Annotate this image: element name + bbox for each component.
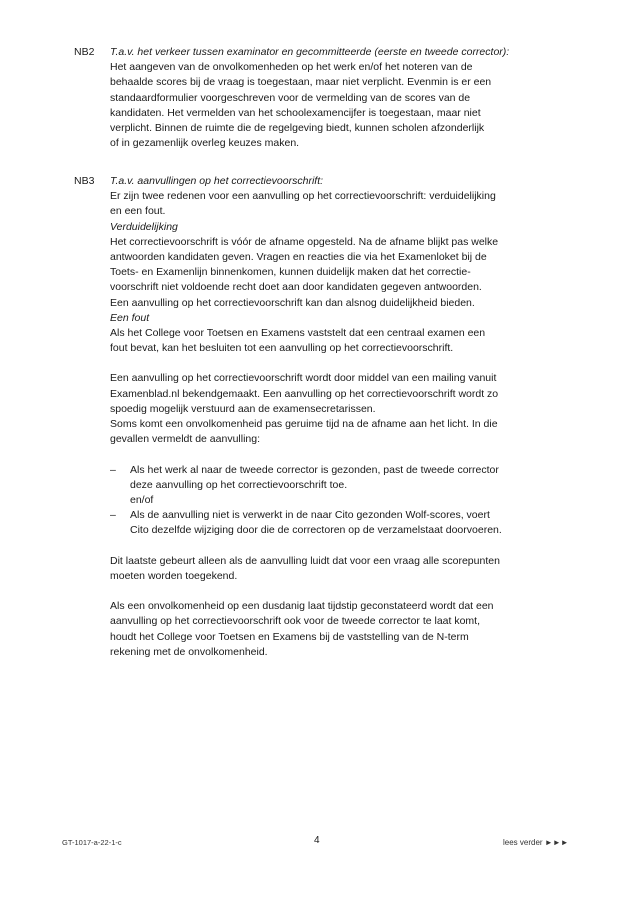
connector-text: en/of <box>130 493 154 506</box>
dash-icon: – <box>110 509 116 522</box>
text-line: aanvulling op het correctievoorschrift ook voor de tweede corrector te laat komt, <box>110 615 481 628</box>
text-line: Toets- en Examenlijn binnenkomen, kunnen duidelijk maken dat het correctie- <box>110 266 471 279</box>
text-line: behaalde scores bij de vraag is toegestaan, maar niet verplicht. Evenmin is er een <box>110 76 492 89</box>
text-line: Als een onvolkomenheid op een dusdanig laat tijdstip geconstateerd wordt dat een <box>110 600 494 613</box>
text-line: Cito dezelfde wijziging door die de correctoren op de verzamelstaat doorvoeren. <box>130 524 502 537</box>
text-line: Het correctievoorschrift is vóór de afname opgesteld. Na de afname blijkt pas welke <box>110 235 499 248</box>
text-line: Als het College voor Toetsen en Examens vaststelt dat een centraal examen een <box>110 326 486 339</box>
note-id: NB3 <box>74 175 95 187</box>
text-line: fout bevat, kan het besluiten tot een aanvulling op het correctievoorschrift. <box>110 342 454 355</box>
text-line: Een aanvulling op het correctievoorschrift kan dan alsnog duidelijkheid bieden. <box>110 296 475 309</box>
text-line: rekening met de onvolkomenheid. <box>110 645 268 658</box>
page-number: 4 <box>314 835 320 846</box>
bullet-item <box>110 463 590 509</box>
text-line: standaardformulier voorgeschreven voor de vermelding van de scores van de <box>110 91 471 104</box>
dash-icon: – <box>110 463 116 476</box>
text-line: Examenblad.nl bekendgemaakt. Een aanvulling op het correctievoorschrift wordt zo <box>110 387 499 400</box>
text-line: gevallen vermeldt de aanvulling: <box>110 433 261 446</box>
text-line: Als de aanvulling niet is verwerkt in de naar Cito gezonden Wolf-scores, voert <box>130 509 490 522</box>
text-line: Soms komt een onvolkomenheid pas geruime tijd na de afname aan het licht. In die <box>110 418 498 430</box>
text-line: en een fout. <box>110 205 166 218</box>
text-line: Dit laatste gebeurt alleen als de aanvulling luidt dat voor een vraag alle scorepunten <box>110 554 500 567</box>
text-line: Als het werk al naar de tweede corrector is gezonden, past de tweede corrector <box>130 463 499 476</box>
subheading-een-fout: Een fout <box>110 311 150 324</box>
note-heading: T.a.v. het verkeer tussen examinator en gecommitteerde (eerste en tweede corrector): <box>110 46 510 58</box>
document-code: GT-1017-a-22-1-c <box>62 838 122 847</box>
text-line: Een aanvulling op het correctievoorschrift wordt door middel van een mailing vanuit <box>110 372 497 385</box>
text-line: Het aangeven van de onvolkomenheden op het werk en/of het noteren van de <box>110 61 473 74</box>
text-line: Er zijn twee redenen voor een aanvulling op het correctievoorschrift: verduidelijking <box>110 190 496 203</box>
text-line: voorschrift niet voldoende recht doet aan door kandidaten gegeven antwoorden. <box>110 281 482 294</box>
text-line: antwoorden kandidaten geven. Vragen en reacties die via het Examenloket bij de <box>110 250 487 263</box>
text-line: houdt het College voor Toetsen en Examens bij de vaststelling van de N-term <box>110 630 469 643</box>
text-line: moeten worden toegekend. <box>110 569 238 582</box>
bullet-item <box>110 508 590 538</box>
text-line: deze aanvulling op het correctievoorschrift toe. <box>130 478 348 491</box>
text-line: kandidaten. Het vermelden van het schoolexamencijfer is toegestaan, maar niet <box>110 106 481 119</box>
text-line: verplicht. Binnen de ruimte die de regelgeving biedt, kunnen scholen afzonderlijk <box>110 121 485 134</box>
text-line: spoedig mogelijk verstuurd aan de examensecretarissen. <box>110 402 376 415</box>
note-body <box>110 174 590 660</box>
note-heading: T.a.v. aanvullingen op het correctievoorschrift: <box>110 175 324 187</box>
note-id: NB2 <box>74 46 95 58</box>
continue-indicator: lees verder ►►► <box>503 838 569 847</box>
text-line: of in gezamenlijk overleg keuzes maken. <box>110 137 300 150</box>
note-body <box>110 45 590 151</box>
subheading-verduidelijking: Verduidelijking <box>110 220 178 233</box>
